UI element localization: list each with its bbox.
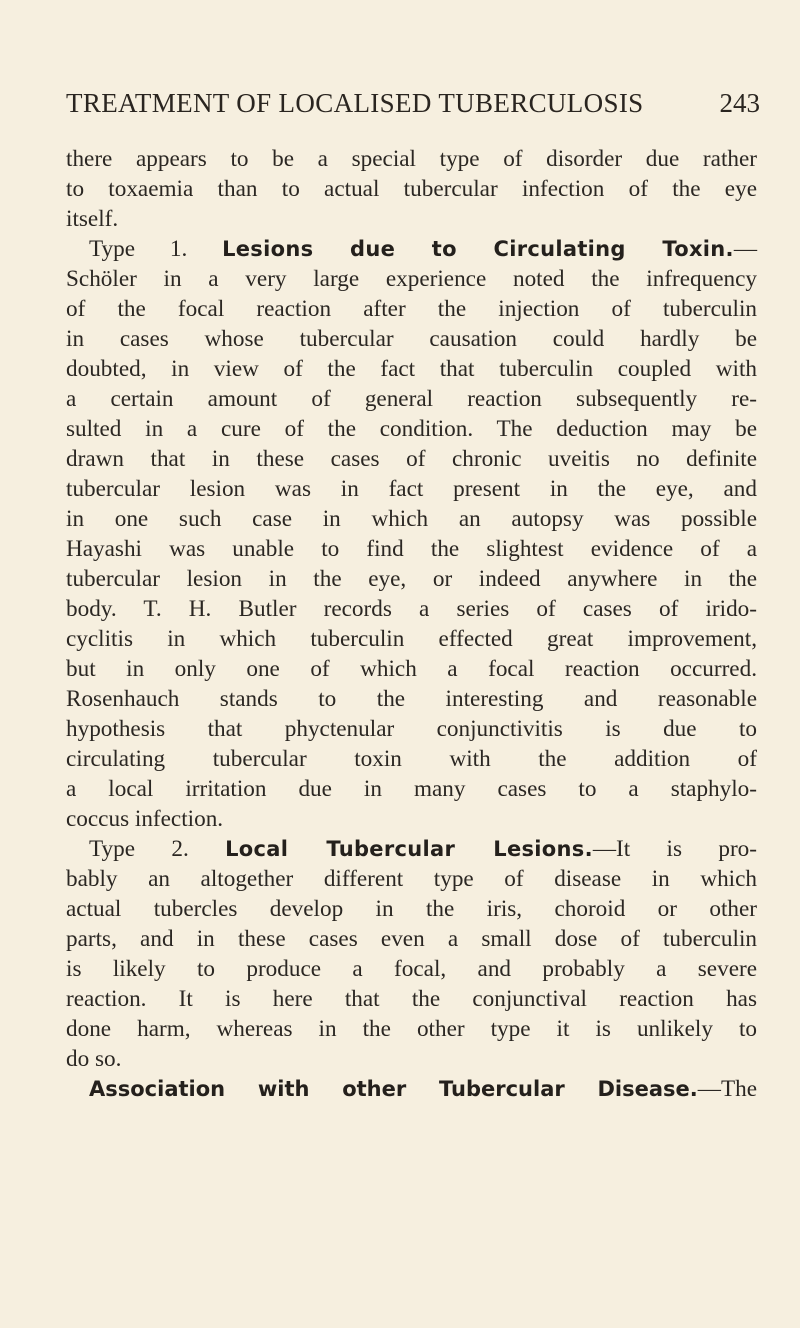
section-heading: Association with other Tubercular Disease. (89, 1077, 698, 1101)
text-line: Schöler in a very large experience noted the infrequency (66, 266, 757, 292)
text-line: a local irritation due in many cases to a staphylo- (66, 776, 757, 802)
text-line: bably an altogether different type of disease in which (66, 866, 757, 892)
text-line: there appears to be a special type of disorder due rather (66, 146, 757, 172)
heading-dash: —The (697, 1076, 757, 1102)
text-line: Hayashi was unable to find the slightest evidence of a (66, 536, 757, 562)
text-line: actual tubercles develop in the iris, choroid or other (66, 896, 757, 922)
section-heading-line (89, 834, 757, 864)
text-line: done harm, whereas in the other type it is unlikely to (66, 1016, 757, 1042)
text-line: tubercular lesion in the eye, or indeed anywhere in the (66, 566, 757, 592)
text-line: hypothesis that phyctenular conjunctivitis is due to (66, 716, 757, 742)
text-line: but in only one of which a focal reaction occurred. (66, 656, 757, 682)
text-line: doubted, in view of the fact that tuberculin coupled with (66, 356, 757, 382)
type-label: Type 1. (89, 236, 223, 262)
text-line: tubercular lesion was in fact present in the eye, and (66, 476, 757, 502)
text-line: drawn that in these cases of chronic uveitis no definite (66, 446, 757, 472)
running-head-title: TREATMENT OF LOCALISED TUBERCULOSIS (66, 88, 644, 118)
text-line: body. T. H. Butler records a series of cases of irido- (66, 596, 757, 622)
section-heading-line (89, 234, 757, 264)
text-line: itself. (66, 206, 119, 232)
text-line: is likely to produce a focal, and probably a severe (66, 956, 757, 982)
type-label: Type 2. (89, 836, 226, 862)
section-heading: Lesions due to Circulating Toxin. (222, 237, 734, 261)
section-heading: Local Tubercular Lesions. (225, 837, 593, 861)
text-line: coccus infection. (66, 806, 224, 832)
text-line: sulted in a cure of the condition. The deduction may be (66, 416, 757, 442)
text-line: in cases whose tubercular causation could hardly be (66, 326, 757, 352)
text-line: circulating tubercular toxin with the addition of (66, 746, 757, 772)
section-heading-line (89, 1074, 757, 1104)
heading-dash: — (733, 236, 758, 262)
running-head (66, 88, 760, 124)
text-line: a certain amount of general reaction subsequently re- (66, 386, 757, 412)
page-number: 243 (719, 88, 760, 118)
text-line: do so. (66, 1046, 122, 1072)
heading-dash: —It is pro- (592, 836, 757, 862)
text-line: to toxaemia than to actual tubercular infection of the eye (66, 176, 757, 202)
text-line: cyclitis in which tuberculin effected great improvement, (66, 626, 757, 652)
text-line: reaction. It is here that the conjunctival reaction has (66, 986, 757, 1012)
text-line: parts, and in these cases even a small dose of tuberculin (66, 926, 757, 952)
text-line: of the focal reaction after the injection of tuberculin (66, 296, 757, 322)
text-line: Rosenhauch stands to the interesting and reasonable (66, 686, 757, 712)
text-line: in one such case in which an autopsy was possible (66, 506, 757, 532)
